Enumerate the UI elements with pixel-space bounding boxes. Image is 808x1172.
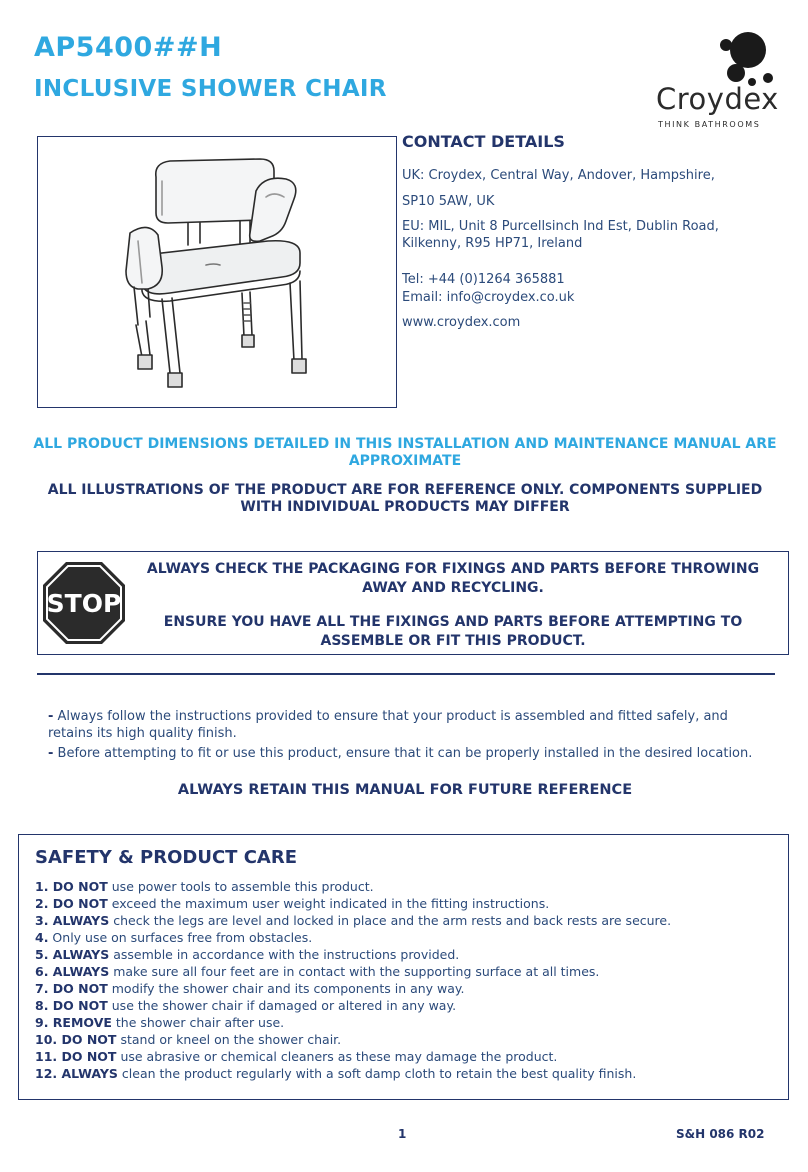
safety-item [35, 997, 775, 1014]
safety-item [35, 963, 775, 980]
safety-item-text: assemble in accordance with the instructions provided. [109, 947, 460, 962]
safety-item [35, 929, 775, 946]
stop-sign-icon [41, 560, 127, 646]
stop-warning-box [37, 551, 789, 655]
website-link[interactable]: www.croydex.com [402, 315, 521, 330]
safety-item [35, 1065, 775, 1082]
safety-item-lead: 9. REMOVE [35, 1015, 112, 1030]
instruction-notes [48, 708, 768, 762]
croydex-logo [650, 30, 780, 135]
page-number: 1 [398, 1127, 407, 1141]
product-illustration-frame [37, 136, 397, 408]
instruction-note-2 [48, 745, 768, 762]
instruction-note-2-text: Before attempting to fit or use this product, ensure that it can be properly installed in the desired location. [53, 746, 753, 761]
illustrations-notice: ALL ILLUSTRATIONS OF THE PRODUCT ARE FOR REFERENCE ONLY. COMPONENTS SUPPLIED WITH INDIVIDUAL PRODUCTS MAY DIFFER [47, 482, 763, 515]
safety-item-lead: 2. DO NOT [35, 896, 108, 911]
contact-heading: CONTACT DETAILS [402, 132, 565, 151]
uk-address-line2: SP10 5AW, UK [402, 194, 495, 209]
safety-item-text: Only use on surfaces free from obstacles. [48, 930, 313, 945]
safety-item-lead: 8. DO NOT [35, 998, 108, 1013]
packaging-warning: ALWAYS CHECK THE PACKAGING FOR FIXINGS AND PARTS BEFORE THROWING AWAY AND RECYCLING. [146, 561, 760, 596]
safety-item [35, 878, 775, 895]
safety-item-lead: 10. DO NOT [35, 1032, 117, 1047]
document-code: S&H 086 R02 [676, 1127, 765, 1141]
retain-manual-notice: ALWAYS RETAIN THIS MANUAL FOR FUTURE REFERENCE [177, 782, 633, 798]
telephone: Tel: +44 (0)1264 365881 [402, 272, 565, 287]
safety-section [18, 834, 789, 1100]
safety-item [35, 946, 775, 963]
safety-item-text: the shower chair after use. [111, 1015, 285, 1030]
safety-list [35, 878, 775, 1082]
safety-item-text: make sure all four feet are in contact with the supporting surface at all times. [109, 964, 600, 979]
safety-item-text: use the shower chair if damaged or altered in any way. [107, 998, 457, 1013]
dimensions-notice: ALL PRODUCT DIMENSIONS DETAILED IN THIS INSTALLATION AND MAINTENANCE MANUAL ARE APPROXIMATE [33, 436, 777, 469]
logo-tagline: THINK BATHROOMS [658, 120, 761, 129]
safety-item-text: exceed the maximum user weight indicated in the fitting instructions. [107, 896, 550, 911]
safety-item [35, 980, 775, 997]
safety-item-text: modify the shower chair and its components in any way. [107, 981, 465, 996]
bullet-dash: - [48, 709, 54, 724]
safety-item-lead: 1. DO NOT [35, 879, 108, 894]
safety-item [35, 912, 775, 929]
eu-address-line1: EU: MIL, Unit 8 Purcellsinch Ind Est, Dublin Road, [402, 219, 719, 234]
safety-item [35, 1048, 775, 1065]
email[interactable]: Email: info@croydex.co.uk [402, 290, 575, 305]
contact-details [402, 132, 782, 330]
model-number: AP5400##H [34, 32, 223, 63]
safety-heading: SAFETY & PRODUCT CARE [35, 847, 297, 868]
safety-item-lead: 7. DO NOT [35, 981, 108, 996]
safety-item-text: check the legs are level and locked in place and the arm rests and back rests are secure. [109, 913, 672, 928]
stop-sign-text: STOP [46, 589, 122, 618]
shower-chair-illustration [38, 137, 398, 409]
product-title: INCLUSIVE SHOWER CHAIR [34, 76, 387, 102]
section-divider [37, 673, 775, 675]
safety-item [35, 895, 775, 912]
fixings-warning: ENSURE YOU HAVE ALL THE FIXINGS AND PARTS BEFORE ATTEMPTING TO ASSEMBLE OR FIT THIS PRODUCT. [163, 614, 743, 649]
bullet-dash: - [48, 746, 54, 761]
safety-item-lead: 12. ALWAYS [35, 1066, 118, 1081]
safety-item-text: clean the product regularly with a soft damp cloth to retain the best quality finish. [117, 1066, 637, 1081]
safety-item [35, 1014, 775, 1031]
safety-item-lead: 11. DO NOT [35, 1049, 117, 1064]
instruction-note-1 [48, 708, 768, 742]
safety-item-text: stand or kneel on the shower chair. [116, 1032, 342, 1047]
safety-item-lead: 4. [35, 930, 49, 945]
safety-item-lead: 5. ALWAYS [35, 947, 110, 962]
safety-item [35, 1031, 775, 1048]
safety-item-lead: 3. ALWAYS [35, 913, 110, 928]
safety-item-lead: 6. ALWAYS [35, 964, 110, 979]
safety-item-text: use power tools to assemble this product. [107, 879, 374, 894]
uk-address-line1: UK: Croydex, Central Way, Andover, Hampshire, [402, 168, 715, 183]
safety-item-text: use abrasive or chemical cleaners as these may damage the product. [116, 1049, 558, 1064]
instruction-note-1-text: Always follow the instructions provided to ensure that your product is assembled and fitted safely, and retains its high quality finish. [48, 709, 728, 741]
logo-wordmark: Croydex [656, 82, 779, 116]
eu-address-line2: Kilkenny, R95 HP71, Ireland [402, 236, 583, 251]
